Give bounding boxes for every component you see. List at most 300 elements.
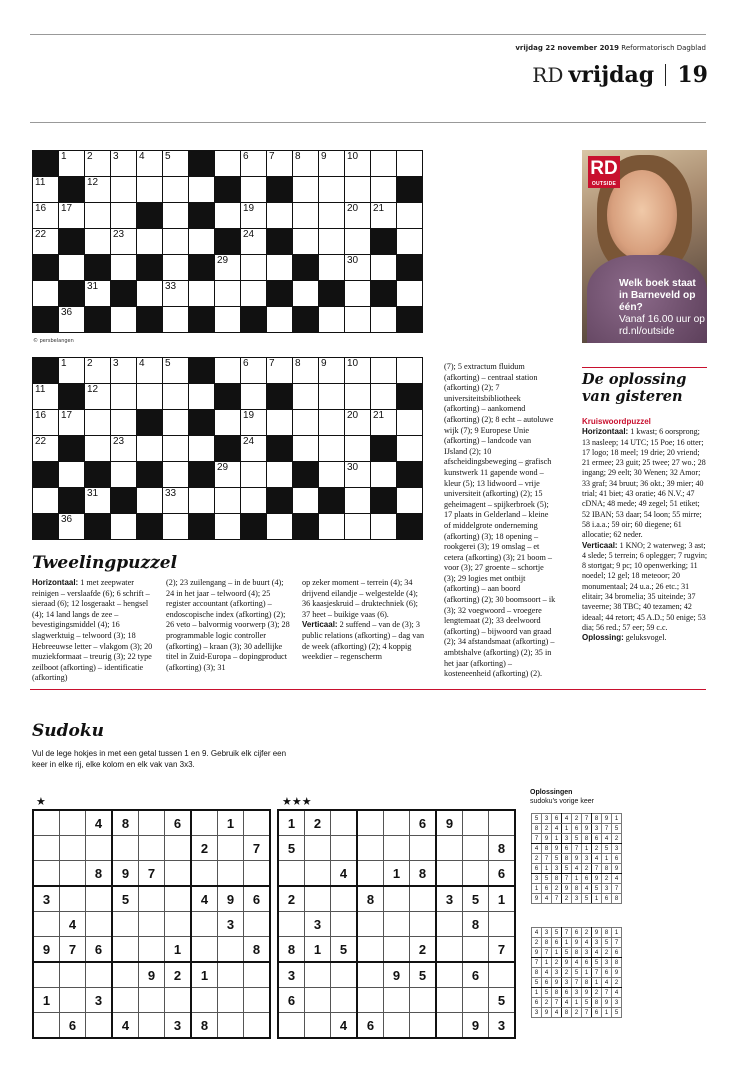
grid-cell[interactable] [319, 410, 344, 435]
grid-cell[interactable] [33, 436, 58, 461]
grid-cell[interactable] [241, 488, 266, 513]
grid-cell[interactable] [371, 384, 396, 409]
grid-cell[interactable] [215, 514, 240, 539]
sudoku-cell[interactable] [384, 988, 410, 1013]
grid-block [137, 462, 162, 487]
sudoku-cell: 5 [552, 854, 562, 864]
sudoku-cell[interactable] [384, 937, 410, 963]
sudoku-cell[interactable] [86, 836, 113, 861]
sudoku-cell[interactable] [191, 912, 218, 937]
clue-number: 20 [347, 410, 359, 421]
sudoku-cell[interactable] [489, 912, 516, 937]
sudoku-cell[interactable] [331, 886, 358, 912]
sudoku-cell[interactable] [357, 861, 384, 887]
grid-cell[interactable] [137, 281, 162, 306]
sudoku-cell[interactable] [33, 861, 60, 887]
sudoku-cell[interactable] [191, 937, 218, 963]
grid-block [59, 229, 84, 254]
sudoku-cell[interactable] [86, 962, 113, 988]
grid-cell[interactable] [85, 177, 110, 202]
sudoku-cell: 3 [592, 938, 602, 948]
sudoku-cell[interactable] [436, 836, 463, 861]
sudoku-cell: 2 [592, 988, 602, 998]
sudoku-cell[interactable] [410, 836, 437, 861]
grid-cell[interactable] [163, 307, 188, 332]
grid-cell[interactable] [85, 151, 110, 176]
sudoku-cell: 2 [165, 962, 192, 988]
grid-cell[interactable] [215, 462, 240, 487]
grid-cell[interactable] [319, 514, 344, 539]
grid-cell[interactable] [267, 358, 292, 383]
sudoku-cell[interactable] [331, 912, 358, 937]
sudoku-cell[interactable] [410, 988, 437, 1013]
sudoku-cell[interactable] [218, 988, 244, 1013]
sudoku-cell[interactable] [60, 861, 86, 887]
grid-cell[interactable] [319, 358, 344, 383]
sudoku-cell[interactable] [278, 1013, 305, 1039]
grid-cell[interactable] [319, 151, 344, 176]
sudoku-cell[interactable] [218, 962, 244, 988]
grid-cell[interactable] [137, 177, 162, 202]
sudoku-cell[interactable] [384, 912, 410, 937]
grid-cell[interactable] [163, 281, 188, 306]
sudoku-cell[interactable] [218, 836, 244, 861]
sudoku-cell[interactable] [60, 810, 86, 836]
grid-cell[interactable] [371, 151, 396, 176]
grid-cell[interactable] [397, 203, 422, 228]
grid-cell[interactable] [215, 488, 240, 513]
sudoku-cell[interactable] [384, 836, 410, 861]
sudoku-cell: 9 [612, 968, 622, 978]
grid-cell[interactable] [111, 462, 136, 487]
grid-cell[interactable] [189, 436, 214, 461]
sudoku-cell: 7 [532, 958, 542, 968]
sudoku-cell[interactable] [357, 937, 384, 963]
sudoku-cell[interactable] [436, 912, 463, 937]
grid-cell[interactable] [319, 177, 344, 202]
grid-cell[interactable] [397, 229, 422, 254]
grid-cell[interactable] [293, 151, 318, 176]
grid-cell[interactable] [163, 410, 188, 435]
grid-cell[interactable] [85, 281, 110, 306]
grid-cell[interactable] [345, 436, 370, 461]
grid-cell[interactable] [397, 358, 422, 383]
sudoku-cell[interactable] [244, 1013, 271, 1039]
grid-cell[interactable] [137, 384, 162, 409]
sudoku-cell[interactable] [60, 836, 86, 861]
grid-cell[interactable] [345, 177, 370, 202]
grid-cell[interactable] [111, 410, 136, 435]
grid-cell[interactable] [371, 255, 396, 280]
sudoku-cell: 6 [602, 894, 612, 904]
grid-cell[interactable] [241, 358, 266, 383]
grid-cell[interactable] [111, 151, 136, 176]
sudoku-cell[interactable] [436, 988, 463, 1013]
sudoku-cell[interactable] [463, 836, 489, 861]
grid-cell[interactable] [189, 177, 214, 202]
sudoku-cell: 8 [612, 958, 622, 968]
grid-cell[interactable] [33, 177, 58, 202]
grid-cell[interactable] [345, 281, 370, 306]
sudoku-cell[interactable] [331, 962, 358, 988]
sudoku-cell[interactable] [278, 861, 305, 887]
sudoku-cell[interactable] [410, 1013, 437, 1039]
grid-cell[interactable] [319, 436, 344, 461]
sudoku-cell[interactable] [244, 962, 271, 988]
sudoku-cell[interactable] [165, 912, 192, 937]
grid-cell[interactable] [267, 151, 292, 176]
sudoku-cell[interactable] [436, 962, 463, 988]
grid-cell[interactable] [163, 151, 188, 176]
grid-cell[interactable] [241, 229, 266, 254]
sudoku-cell: 7 [139, 861, 165, 887]
grid-cell[interactable] [319, 229, 344, 254]
sudoku-cell: 4 [562, 998, 572, 1008]
grid-cell[interactable] [345, 203, 370, 228]
grid-block [189, 410, 214, 435]
grid-cell[interactable] [189, 488, 214, 513]
grid-cell[interactable] [215, 410, 240, 435]
sudoku-cell[interactable] [86, 1013, 113, 1039]
grid-cell[interactable] [319, 203, 344, 228]
sudoku-cell[interactable] [463, 937, 489, 963]
sudoku-cell[interactable] [86, 912, 113, 937]
sudoku-cell: 6 [592, 1008, 602, 1018]
sudoku-cell[interactable] [384, 886, 410, 912]
grid-cell[interactable] [59, 514, 84, 539]
sudoku-cell: 4 [562, 814, 572, 824]
grid-cell[interactable] [33, 384, 58, 409]
sudoku-cell[interactable] [60, 886, 86, 912]
sudoku-cell[interactable] [218, 937, 244, 963]
grid-cell[interactable] [345, 488, 370, 513]
grid-cell[interactable] [163, 384, 188, 409]
sudoku-cell[interactable] [331, 810, 358, 836]
sudoku-cell[interactable] [357, 912, 384, 937]
sudoku-cell: 9 [572, 854, 582, 864]
sudoku-cell[interactable] [410, 912, 437, 937]
grid-cell[interactable] [397, 151, 422, 176]
sudoku-cell[interactable] [165, 988, 192, 1013]
clue-number: 36 [61, 307, 73, 318]
sudoku-cell: 4 [572, 958, 582, 968]
sudoku-cell: 4 [592, 948, 602, 958]
grid-cell[interactable] [267, 203, 292, 228]
grid-cell[interactable] [59, 151, 84, 176]
grid-cell[interactable] [241, 177, 266, 202]
sudoku-cell[interactable] [139, 988, 165, 1013]
grid-cell[interactable] [371, 203, 396, 228]
sudoku-cell[interactable] [33, 810, 60, 836]
grid-cell[interactable] [189, 229, 214, 254]
grid-cell[interactable] [163, 436, 188, 461]
grid-cell[interactable] [241, 151, 266, 176]
sudoku-cell[interactable] [112, 962, 139, 988]
grid-cell[interactable] [85, 203, 110, 228]
grid-cell[interactable] [189, 281, 214, 306]
grid-cell[interactable] [33, 488, 58, 513]
grid-cell[interactable] [163, 488, 188, 513]
grid-cell[interactable] [267, 307, 292, 332]
sudoku-cell[interactable] [305, 886, 331, 912]
grid-cell[interactable] [111, 358, 136, 383]
sudoku-cell[interactable] [191, 810, 218, 836]
grid-cell[interactable] [85, 358, 110, 383]
grid-cell[interactable] [319, 462, 344, 487]
sudoku-cell[interactable] [463, 988, 489, 1013]
grid-cell[interactable] [215, 151, 240, 176]
clue-number: 17 [61, 203, 73, 214]
grid-block [189, 255, 214, 280]
grid-cell[interactable] [33, 229, 58, 254]
grid-cell[interactable] [137, 488, 162, 513]
grid-cell[interactable] [371, 307, 396, 332]
sudoku-cell: 9 [562, 884, 572, 894]
grid-cell[interactable] [371, 514, 396, 539]
grid-cell[interactable] [397, 488, 422, 513]
sudoku-cell[interactable] [112, 988, 139, 1013]
grid-cell[interactable] [85, 488, 110, 513]
sudoku-cell[interactable] [112, 912, 139, 937]
grid-block [241, 514, 266, 539]
grid-cell[interactable] [111, 177, 136, 202]
grid-cell[interactable] [345, 358, 370, 383]
sudoku-cell[interactable] [244, 810, 271, 836]
sudoku-cell[interactable] [191, 861, 218, 887]
grid-cell[interactable] [241, 203, 266, 228]
sudoku-cell[interactable] [410, 886, 437, 912]
sudoku-cell[interactable] [436, 937, 463, 963]
sudoku-cell[interactable] [165, 886, 192, 912]
grid-cell[interactable] [319, 307, 344, 332]
grid-block [397, 384, 422, 409]
grid-cell[interactable] [371, 462, 396, 487]
grid-block [111, 281, 136, 306]
grid-cell[interactable] [319, 384, 344, 409]
grid-cell[interactable] [293, 410, 318, 435]
grid-cell[interactable] [293, 436, 318, 461]
grid-block [111, 488, 136, 513]
sudoku-cell: 5 [562, 948, 572, 958]
sudoku-cell[interactable] [436, 861, 463, 887]
grid-cell[interactable] [85, 229, 110, 254]
grid-cell[interactable] [189, 384, 214, 409]
grid-cell[interactable] [85, 410, 110, 435]
grid-cell[interactable] [111, 436, 136, 461]
grid-cell[interactable] [215, 203, 240, 228]
sudoku-cell[interactable] [218, 1013, 244, 1039]
sudoku-cell: 8 [612, 894, 622, 904]
grid-cell[interactable] [111, 307, 136, 332]
sudoku-cell[interactable] [489, 962, 516, 988]
grid-cell[interactable] [345, 255, 370, 280]
grid-cell[interactable] [33, 281, 58, 306]
grid-cell[interactable] [59, 203, 84, 228]
clue-number: 7 [269, 358, 275, 369]
section-divider [30, 689, 706, 690]
sudoku-cell[interactable] [436, 1013, 463, 1039]
sudoku-cell[interactable] [60, 988, 86, 1013]
sudoku-cell[interactable] [384, 1013, 410, 1039]
grid-cell[interactable] [293, 384, 318, 409]
grid-cell[interactable] [163, 255, 188, 280]
sudoku-cell: 3 [33, 886, 60, 912]
grid-cell[interactable] [215, 281, 240, 306]
sudoku-cell[interactable] [463, 861, 489, 887]
grid-cell[interactable] [371, 410, 396, 435]
sudoku-cell[interactable] [112, 836, 139, 861]
grid-cell[interactable] [241, 255, 266, 280]
grid-cell[interactable] [345, 307, 370, 332]
sudoku-cell: 7 [612, 884, 622, 894]
grid-cell[interactable] [293, 488, 318, 513]
sudoku-cell[interactable] [33, 1013, 60, 1039]
sudoku-cell[interactable] [305, 1013, 331, 1039]
grid-cell[interactable] [137, 436, 162, 461]
grid-cell[interactable] [85, 384, 110, 409]
sudoku-cell[interactable] [278, 912, 305, 937]
grid-cell[interactable] [59, 410, 84, 435]
sudoku-cell[interactable] [165, 836, 192, 861]
grid-cell[interactable] [345, 514, 370, 539]
grid-cell[interactable] [59, 307, 84, 332]
sudoku-cell[interactable] [139, 886, 165, 912]
sudoku-cell[interactable] [357, 962, 384, 988]
grid-cell[interactable] [293, 203, 318, 228]
sudoku-cell: 5 [489, 988, 516, 1013]
sudoku-cell[interactable] [331, 836, 358, 861]
grid-cell[interactable] [137, 358, 162, 383]
grid-cell[interactable] [111, 384, 136, 409]
clue-number: 30 [347, 255, 359, 266]
sudoku-cell[interactable] [357, 988, 384, 1013]
sudoku-cell[interactable] [191, 988, 218, 1013]
sudoku-cell[interactable] [139, 810, 165, 836]
grid-cell[interactable] [111, 514, 136, 539]
sudoku-cell: 4 [552, 824, 562, 834]
sudoku-cell: 6 [278, 988, 305, 1013]
grid-cell[interactable] [163, 203, 188, 228]
grid-cell[interactable] [111, 203, 136, 228]
sudoku-cell[interactable] [112, 937, 139, 963]
sudoku-cell[interactable] [139, 1013, 165, 1039]
grid-cell[interactable] [59, 462, 84, 487]
grid-cell[interactable] [33, 410, 58, 435]
sudoku-cell[interactable] [305, 836, 331, 861]
grid-cell[interactable] [293, 177, 318, 202]
sudoku-cell[interactable] [33, 836, 60, 861]
grid-cell[interactable] [397, 410, 422, 435]
sudoku-cell[interactable] [463, 810, 489, 836]
sudoku-cell[interactable] [33, 912, 60, 937]
grid-cell[interactable] [59, 255, 84, 280]
sudoku-cell[interactable] [244, 912, 271, 937]
grid-cell[interactable] [371, 177, 396, 202]
sudoku-cell: 9 [602, 998, 612, 1008]
sudoku-cell[interactable] [244, 861, 271, 887]
grid-cell[interactable] [137, 151, 162, 176]
grid-cell[interactable] [397, 436, 422, 461]
sudoku-cell: 8 [542, 938, 552, 948]
grid-cell[interactable] [163, 462, 188, 487]
grid-cell[interactable] [215, 358, 240, 383]
grid-cell[interactable] [397, 281, 422, 306]
grid-cell[interactable] [215, 255, 240, 280]
grid-cell[interactable] [267, 462, 292, 487]
grid-cell[interactable] [241, 462, 266, 487]
grid-cell[interactable] [293, 358, 318, 383]
sudoku-cell: 8 [463, 912, 489, 937]
sudoku-cell: 4 [552, 1008, 562, 1018]
sudoku-cell[interactable] [305, 962, 331, 988]
grid-cell[interactable] [345, 151, 370, 176]
grid-cell[interactable] [111, 229, 136, 254]
grid-cell[interactable] [163, 177, 188, 202]
sudoku-cell[interactable] [139, 836, 165, 861]
grid-cell[interactable] [345, 410, 370, 435]
grid-cell[interactable] [163, 514, 188, 539]
grid-cell[interactable] [267, 255, 292, 280]
sudoku-cell: 8 [562, 1008, 572, 1018]
sudoku-cell[interactable] [86, 886, 113, 912]
grid-cell[interactable] [241, 384, 266, 409]
grid-cell[interactable] [267, 514, 292, 539]
sudoku-cell[interactable] [305, 861, 331, 887]
page-number: 19 [677, 62, 708, 88]
sudoku-cell[interactable] [357, 836, 384, 861]
grid-cell[interactable] [345, 384, 370, 409]
advert-rd-outside[interactable] [582, 150, 707, 343]
sudoku-cell[interactable] [305, 988, 331, 1013]
grid-cell[interactable] [163, 229, 188, 254]
grid-cell[interactable] [215, 307, 240, 332]
sudoku-cell[interactable] [139, 937, 165, 963]
sudoku-cell[interactable] [139, 912, 165, 937]
grid-cell[interactable] [111, 255, 136, 280]
grid-cell[interactable] [137, 229, 162, 254]
clue-number: 1 [61, 358, 67, 369]
grid-cell[interactable] [241, 436, 266, 461]
grid-cell[interactable] [241, 410, 266, 435]
grid-block [371, 488, 396, 513]
grid-cell[interactable] [33, 203, 58, 228]
sudoku-cell[interactable] [384, 810, 410, 836]
grid-cell[interactable] [371, 358, 396, 383]
sudoku-cell[interactable] [244, 988, 271, 1013]
grid-cell[interactable] [345, 462, 370, 487]
masthead [532, 62, 708, 92]
grid-cell[interactable] [85, 436, 110, 461]
sudoku-cell[interactable] [33, 962, 60, 988]
grid-cell[interactable] [59, 358, 84, 383]
grid-cell[interactable] [345, 229, 370, 254]
sudoku-cell[interactable] [60, 962, 86, 988]
sudoku-cell[interactable] [218, 861, 244, 887]
sudoku-cell[interactable] [165, 861, 192, 887]
sudoku-cell[interactable] [331, 988, 358, 1013]
sudoku-cell: 4 [532, 928, 542, 938]
sudoku-cell[interactable] [489, 810, 516, 836]
grid-cell[interactable] [293, 281, 318, 306]
grid-cell[interactable] [163, 358, 188, 383]
sudoku-cell: 8 [582, 978, 592, 988]
grid-cell[interactable] [319, 255, 344, 280]
grid-cell[interactable] [241, 281, 266, 306]
sudoku-cell: 7 [572, 978, 582, 988]
grid-cell[interactable] [267, 410, 292, 435]
sudoku-cell[interactable] [357, 810, 384, 836]
grid-cell[interactable] [293, 229, 318, 254]
